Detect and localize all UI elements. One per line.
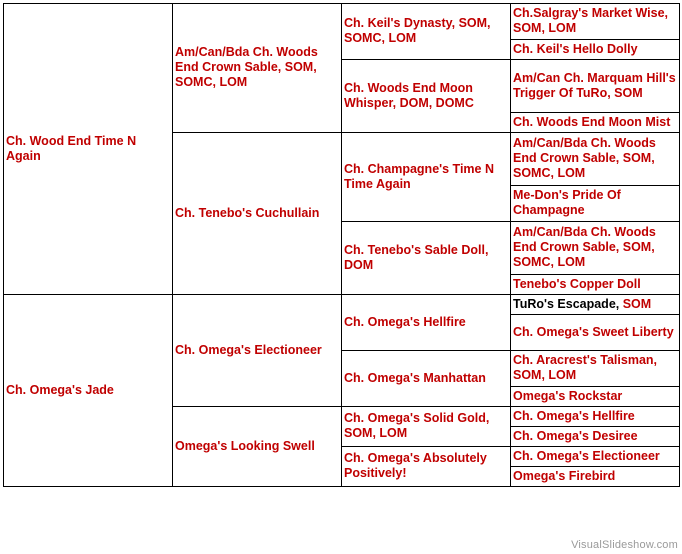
gen4-cell-2: Ch. Keil's Hello Dolly bbox=[511, 40, 680, 60]
gen4-cell-14: Ch. Omega's Desiree bbox=[511, 427, 680, 447]
gen4-cell-9-name: TuRo's Escapade, bbox=[513, 296, 623, 311]
pedigree-table bbox=[3, 3, 680, 487]
gen4-cell-5: Am/Can/Bda Ch. Woods End Crown Sable, SOM, SOMC, LOM bbox=[511, 133, 680, 186]
gen4-cell-7: Am/Can/Bda Ch. Woods End Crown Sable, SOM, SOMC, LOM bbox=[511, 222, 680, 275]
gen3-cell-2: Ch. Woods End Moon Whisper, DOM, DOMC bbox=[342, 60, 511, 133]
gen4-cell-8: Tenebo's Copper Doll bbox=[511, 275, 680, 295]
gen4-cell-16: Omega's Firebird bbox=[511, 467, 680, 487]
gen2-cell-1: Am/Can/Bda Ch. Woods End Crown Sable, SOM, SOMC, LOM bbox=[173, 4, 342, 133]
gen3-cell-6: Ch. Omega's Manhattan bbox=[342, 351, 511, 407]
gen3-cell-3: Ch. Champagne's Time N Time Again bbox=[342, 133, 511, 222]
gen4-cell-6: Me-Don's Pride Of Champagne bbox=[511, 186, 680, 222]
gen3-cell-8: Ch. Omega's Absolutely Positively! bbox=[342, 447, 511, 487]
gen2-cell-3: Ch. Omega's Electioneer bbox=[173, 295, 342, 407]
gen4-cell-13: Ch. Omega's Hellfire bbox=[511, 407, 680, 427]
gen4-cell-9 bbox=[511, 295, 680, 315]
gen1-sire: Ch. Wood End Time N Again bbox=[4, 4, 173, 295]
gen4-cell-15: Ch. Omega's Electioneer bbox=[511, 447, 680, 467]
gen4-cell-11: Ch. Aracrest's Talisman, SOM, LOM bbox=[511, 351, 680, 387]
gen4-cell-3: Am/Can Ch. Marquam Hill's Trigger Of TuRo, SOM bbox=[511, 60, 680, 113]
gen2-cell-4: Omega's Looking Swell bbox=[173, 407, 342, 487]
gen4-cell-9-title: SOM bbox=[622, 296, 652, 311]
gen4-cell-1: Ch.Salgray's Market Wise, SOM, LOM bbox=[511, 4, 680, 40]
gen4-cell-4: Ch. Woods End Moon Mist bbox=[511, 113, 680, 133]
gen1-dam: Ch. Omega's Jade bbox=[4, 295, 173, 487]
watermark: VisualSlideshow.com bbox=[571, 539, 678, 551]
gen3-cell-5: Ch. Omega's Hellfire bbox=[342, 295, 511, 351]
gen3-cell-1: Ch. Keil's Dynasty, SOM, SOMC, LOM bbox=[342, 4, 511, 60]
gen2-cell-2: Ch. Tenebo's Cuchullain bbox=[173, 133, 342, 295]
gen3-cell-7: Ch. Omega's Solid Gold, SOM, LOM bbox=[342, 407, 511, 447]
gen3-cell-4: Ch. Tenebo's Sable Doll, DOM bbox=[342, 222, 511, 295]
gen4-cell-10: Ch. Omega's Sweet Liberty bbox=[511, 315, 680, 351]
gen4-cell-12: Omega's Rockstar bbox=[511, 387, 680, 407]
